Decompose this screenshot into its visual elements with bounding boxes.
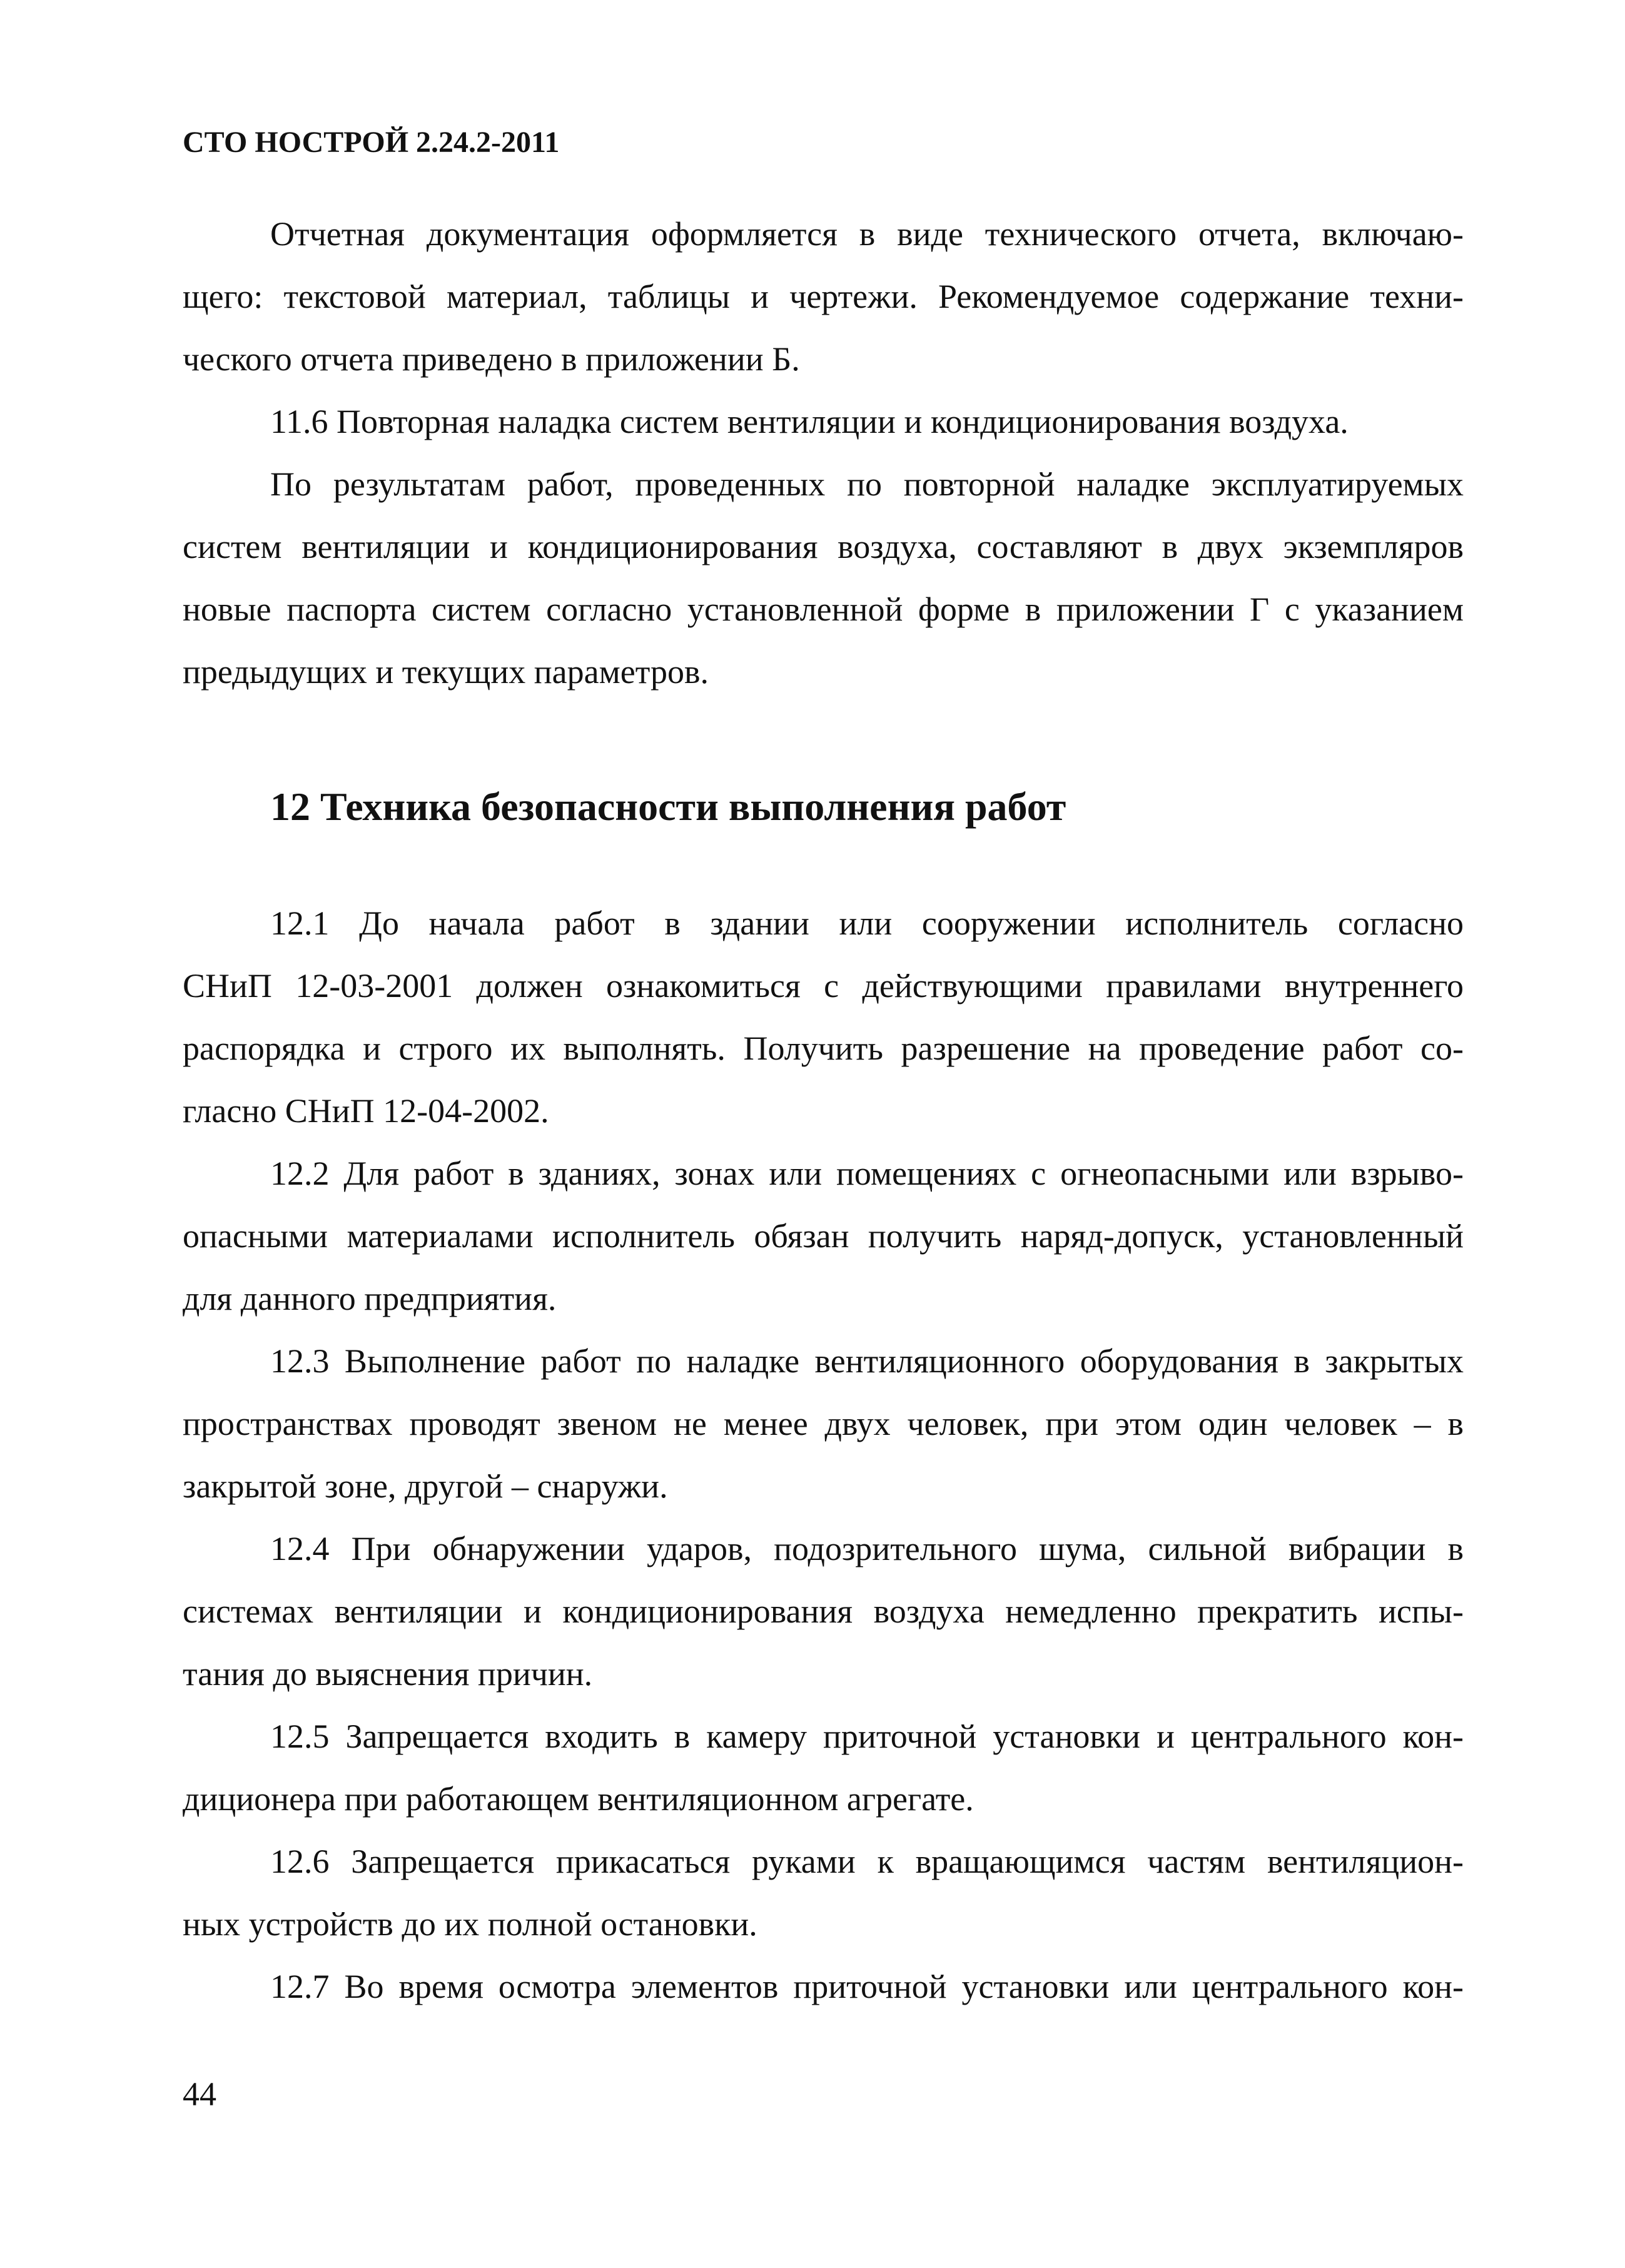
paragraph-12-3 <box>183 1330 1464 1517</box>
text-line: По результатам работ, проведенных по повторной наладке эксплуатируемых <box>270 465 1464 503</box>
text-line: СНиП 12-03-2001 должен ознакомиться с действующими правилами внутреннего <box>183 967 1464 1005</box>
text-line: для данного предприятия. <box>183 1280 557 1317</box>
text-line: тания до выяснения причин. <box>183 1655 593 1693</box>
text-line: ных устройств до их полной остановки. <box>183 1905 757 1943</box>
text-line: щего: текстовой материал, таблицы и чертежи. Рекомендуемое содержание техни- <box>183 278 1464 315</box>
text-line: 12.2 Для работ в зданиях, зонах или помещениях с огнеопасными или взрыво- <box>270 1155 1464 1192</box>
paragraph-12-5 <box>183 1705 1464 1830</box>
text-line: 12.3 Выполнение работ по наладке вентиляционного оборудования в закрытых <box>270 1342 1464 1380</box>
paragraph-12-1 <box>183 892 1464 1142</box>
text-line: Отчетная документация оформляется в виде технического отчета, включаю- <box>270 215 1464 253</box>
paragraph-12-7 <box>183 1955 1464 2018</box>
text-line: опасными материалами исполнитель обязан получить наряд-допуск, установленный <box>183 1217 1464 1255</box>
text-line: системах вентиляции и кондиционирования воздуха немедленно прекратить испы- <box>183 1592 1464 1630</box>
paragraph-report-docs <box>183 203 1464 390</box>
document-header: СТО НОСТРОЙ 2.24.2-2011 <box>183 126 560 159</box>
paragraph-11-6 <box>183 390 1464 453</box>
text-line: пространствах проводят звеном не менее двух человек, при этом один человек – в <box>183 1405 1464 1442</box>
text-line: гласно СНиП 12-04-2002. <box>183 1092 549 1130</box>
paragraph-12-6 <box>183 1830 1464 1955</box>
text-line: 12.4 При обнаружении ударов, подозрительного шума, сильной вибрации в <box>270 1530 1464 1567</box>
text-line: предыдущих и текущих параметров. <box>183 653 709 691</box>
paragraph-12-4 <box>183 1517 1464 1705</box>
paragraph-12-2 <box>183 1142 1464 1330</box>
page-number: 44 <box>183 2075 216 2113</box>
text-line: распорядка и строго их выполнять. Получить разрешение на проведение работ со- <box>183 1030 1464 1067</box>
text-line: систем вентиляции и кондиционирования воздуха, составляют в двух экземпляров <box>183 528 1464 565</box>
paragraph-results <box>183 453 1464 703</box>
text-line: 11.6 Повторная наладка систем вентиляции и кондиционирования воздуха. <box>270 403 1349 440</box>
section-title: 12 Техника безопасности выполнения работ <box>270 784 1066 829</box>
text-line: новые паспорта систем согласно установленной форме в приложении Г с указанием <box>183 590 1464 628</box>
text-line: диционера при работающем вентиляционном агрегате. <box>183 1780 974 1818</box>
text-line: ческого отчета приведено в приложении Б. <box>183 340 800 378</box>
text-line: 12.6 Запрещается прикасаться руками к вращающимся частям вентиляцион- <box>270 1843 1464 1880</box>
text-line: 12.7 Во время осмотра элементов приточной установки или центрального кон- <box>270 1968 1464 2005</box>
text-line: 12.1 До начала работ в здании или сооружении исполнитель согласно <box>270 904 1464 942</box>
text-line: 12.5 Запрещается входить в камеру приточной установки и центрального кон- <box>270 1718 1464 1755</box>
text-line: закрытой зоне, другой – снаружи. <box>183 1467 668 1505</box>
